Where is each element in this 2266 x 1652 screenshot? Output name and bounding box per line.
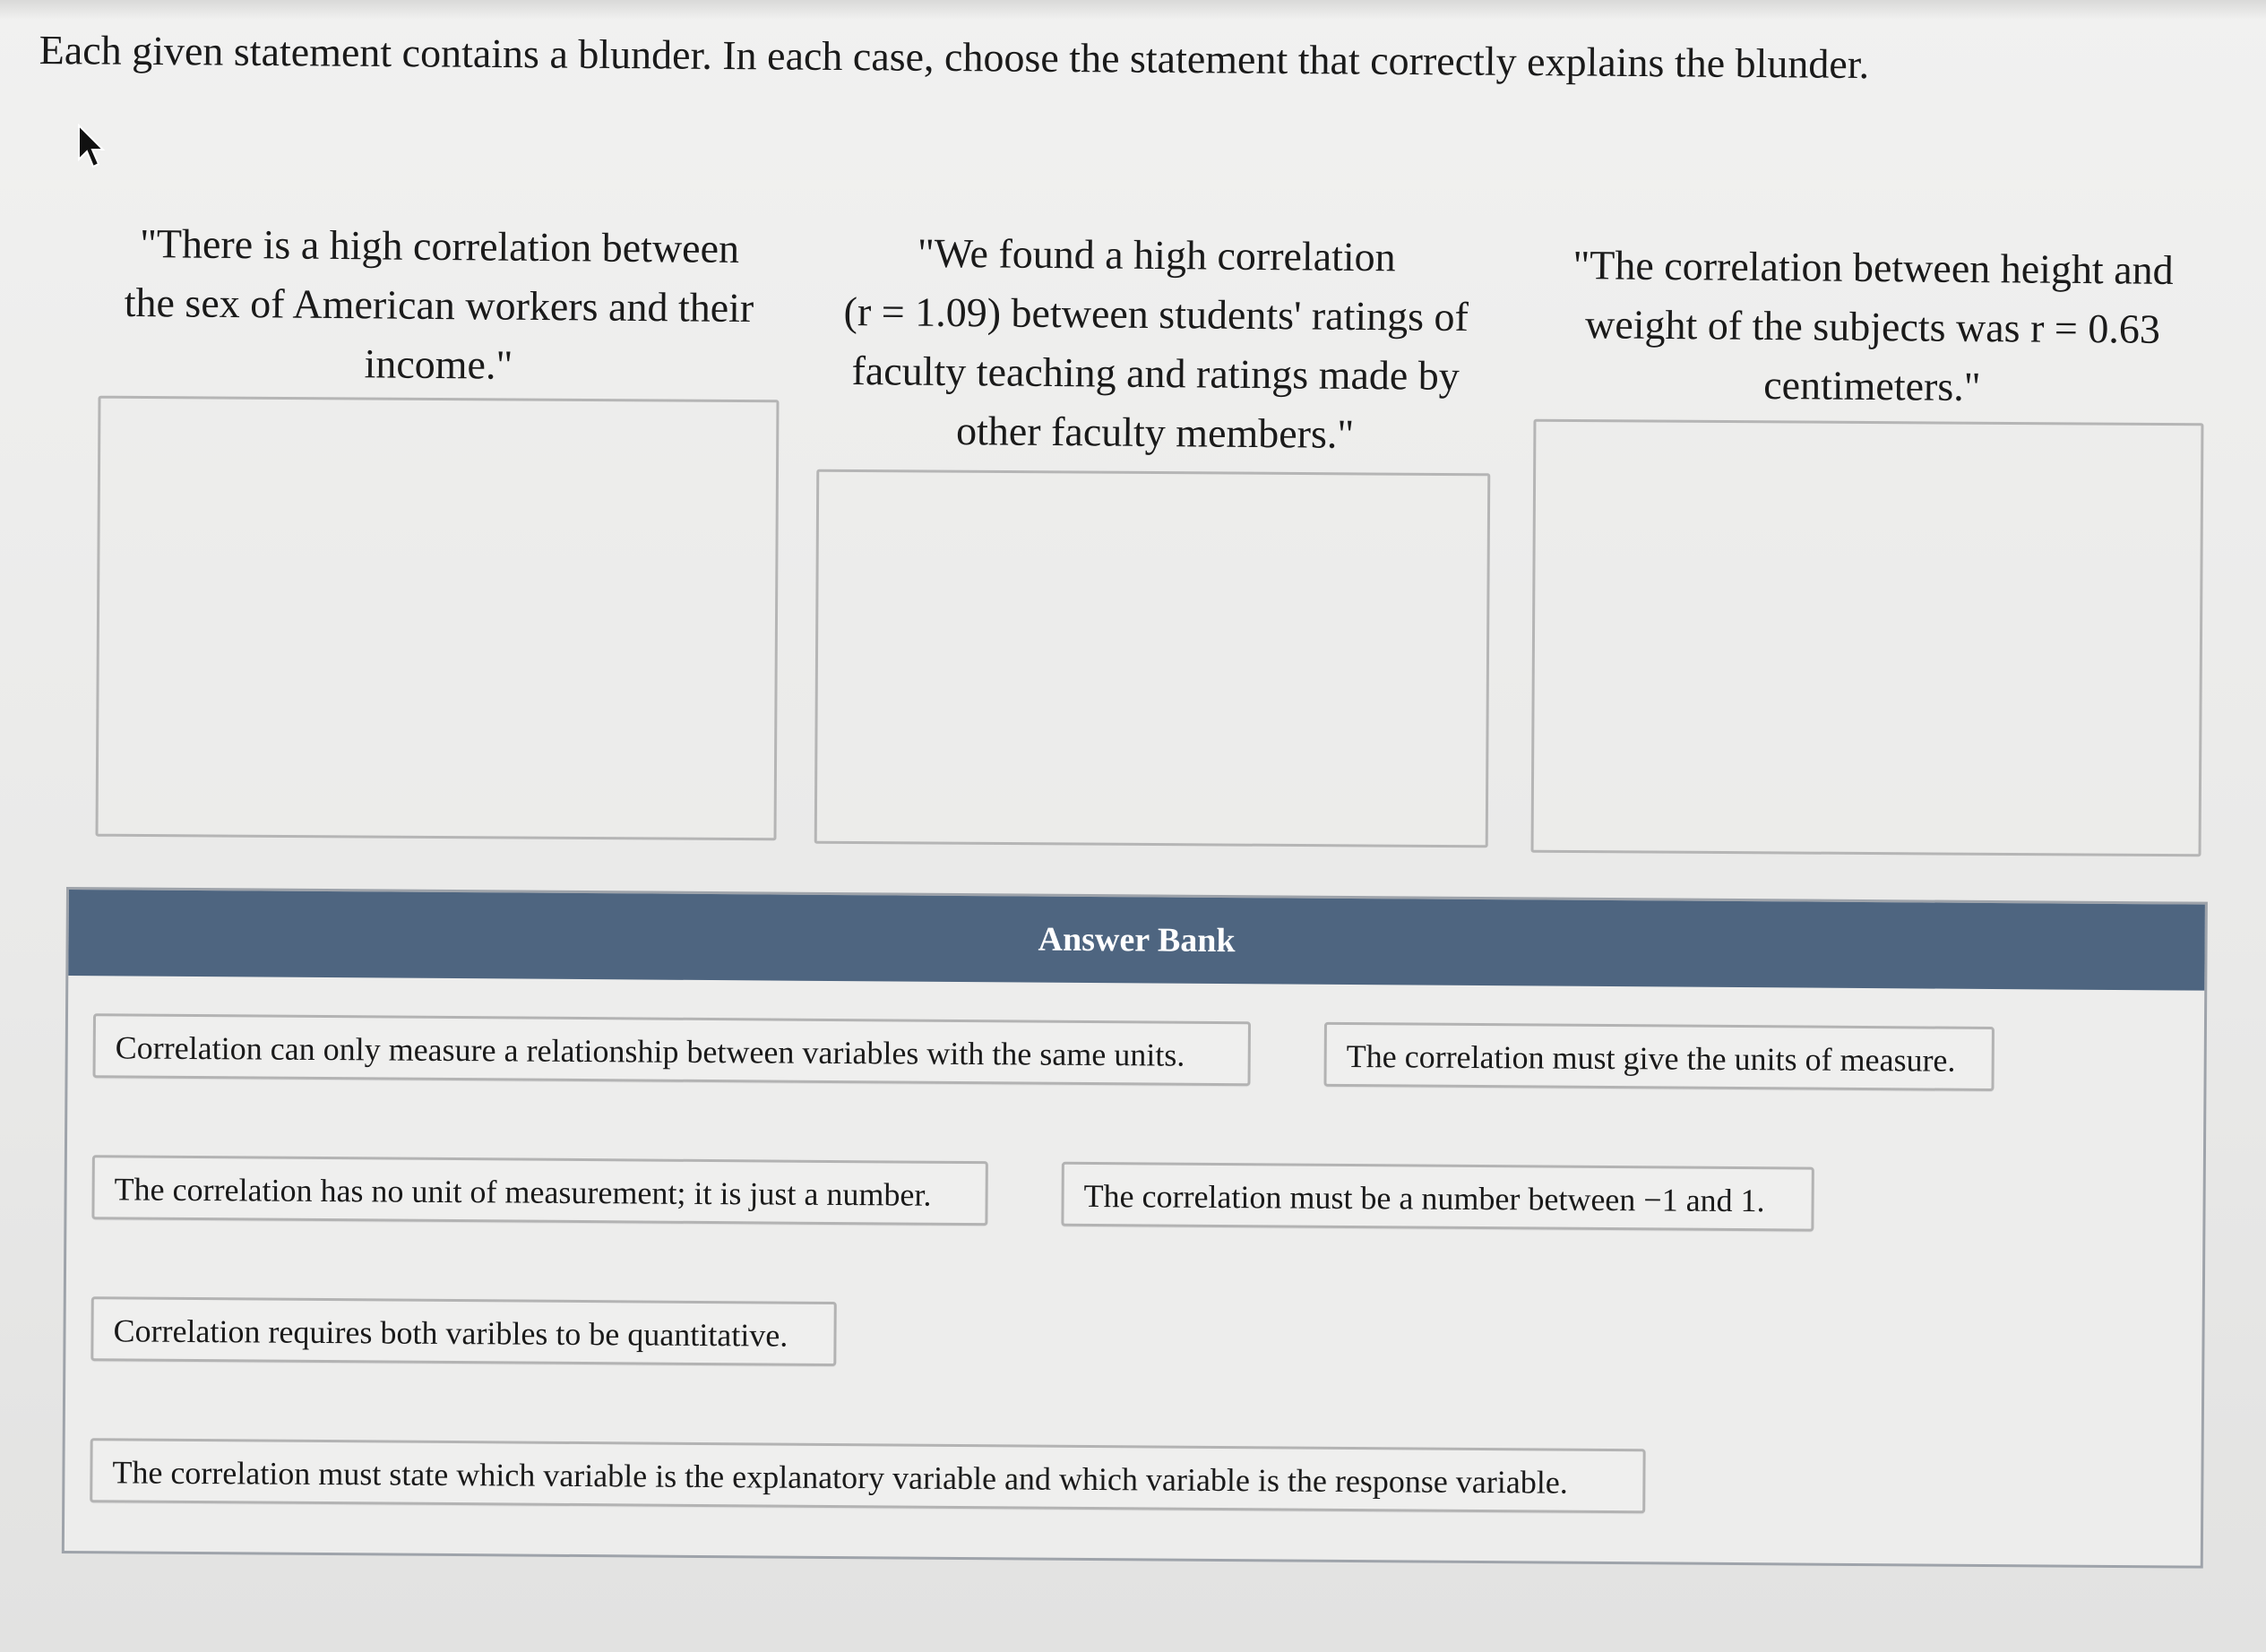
drop-zone-statement-3[interactable] [1531, 419, 2204, 857]
drop-zone-statement-1[interactable] [96, 396, 780, 841]
answer-option-quantitative[interactable]: Correlation requires both varibles to be quantitative. [90, 1296, 836, 1366]
statement-2 [814, 223, 1497, 466]
answer-option-give-units[interactable]: The correlation must give the units of measure. [1323, 1022, 1994, 1091]
statement-1-line-1: "There is a high correlation between [139, 220, 740, 271]
statement-2-line-4: other faculty members." [955, 408, 1355, 457]
answer-option-no-unit[interactable]: The correlation has no unit of measurement; it is just a number. [91, 1155, 987, 1226]
statement-1 [98, 214, 780, 398]
statement-3-line-1: "The correlation between height and [1572, 242, 2174, 293]
answer-bank-title: Answer Bank [68, 890, 2205, 991]
statement-3-line-2: weight of the subjects was r = 0.63 [1584, 301, 2161, 352]
statement-2-line-2: (r = 1.09) between students' ratings of [843, 288, 1469, 340]
window-top-edge [0, 0, 2266, 20]
answer-option-explanatory-response[interactable]: The correlation must state which variable is the explanatory variable and which variable is the response variable. [90, 1438, 1645, 1513]
statement-2-line-1: "We found a high correlation [917, 229, 1396, 280]
statement-3 [1531, 236, 2214, 419]
statement-3-line-3: centimeters." [1763, 361, 1981, 410]
answer-option-between-minus-one-and-one[interactable]: The correlation must be a number between −1 and 1. [1061, 1162, 1814, 1232]
statement-1-line-3: income." [364, 340, 513, 388]
statement-1-line-2: the sex of American workers and their [124, 279, 754, 331]
answer-bank [62, 887, 2208, 1569]
answer-option-same-units[interactable]: Correlation can only measure a relationship between variables with the same units. [93, 1013, 1251, 1086]
mouse-pointer-icon [75, 124, 108, 170]
drop-zone-statement-2[interactable] [814, 469, 1491, 848]
instruction-text: Each given statement contains a blunder. In each case, choose the statement that correctly explains the blunder. [39, 26, 1870, 88]
statement-2-line-3: faculty teaching and ratings made by [851, 348, 1460, 399]
